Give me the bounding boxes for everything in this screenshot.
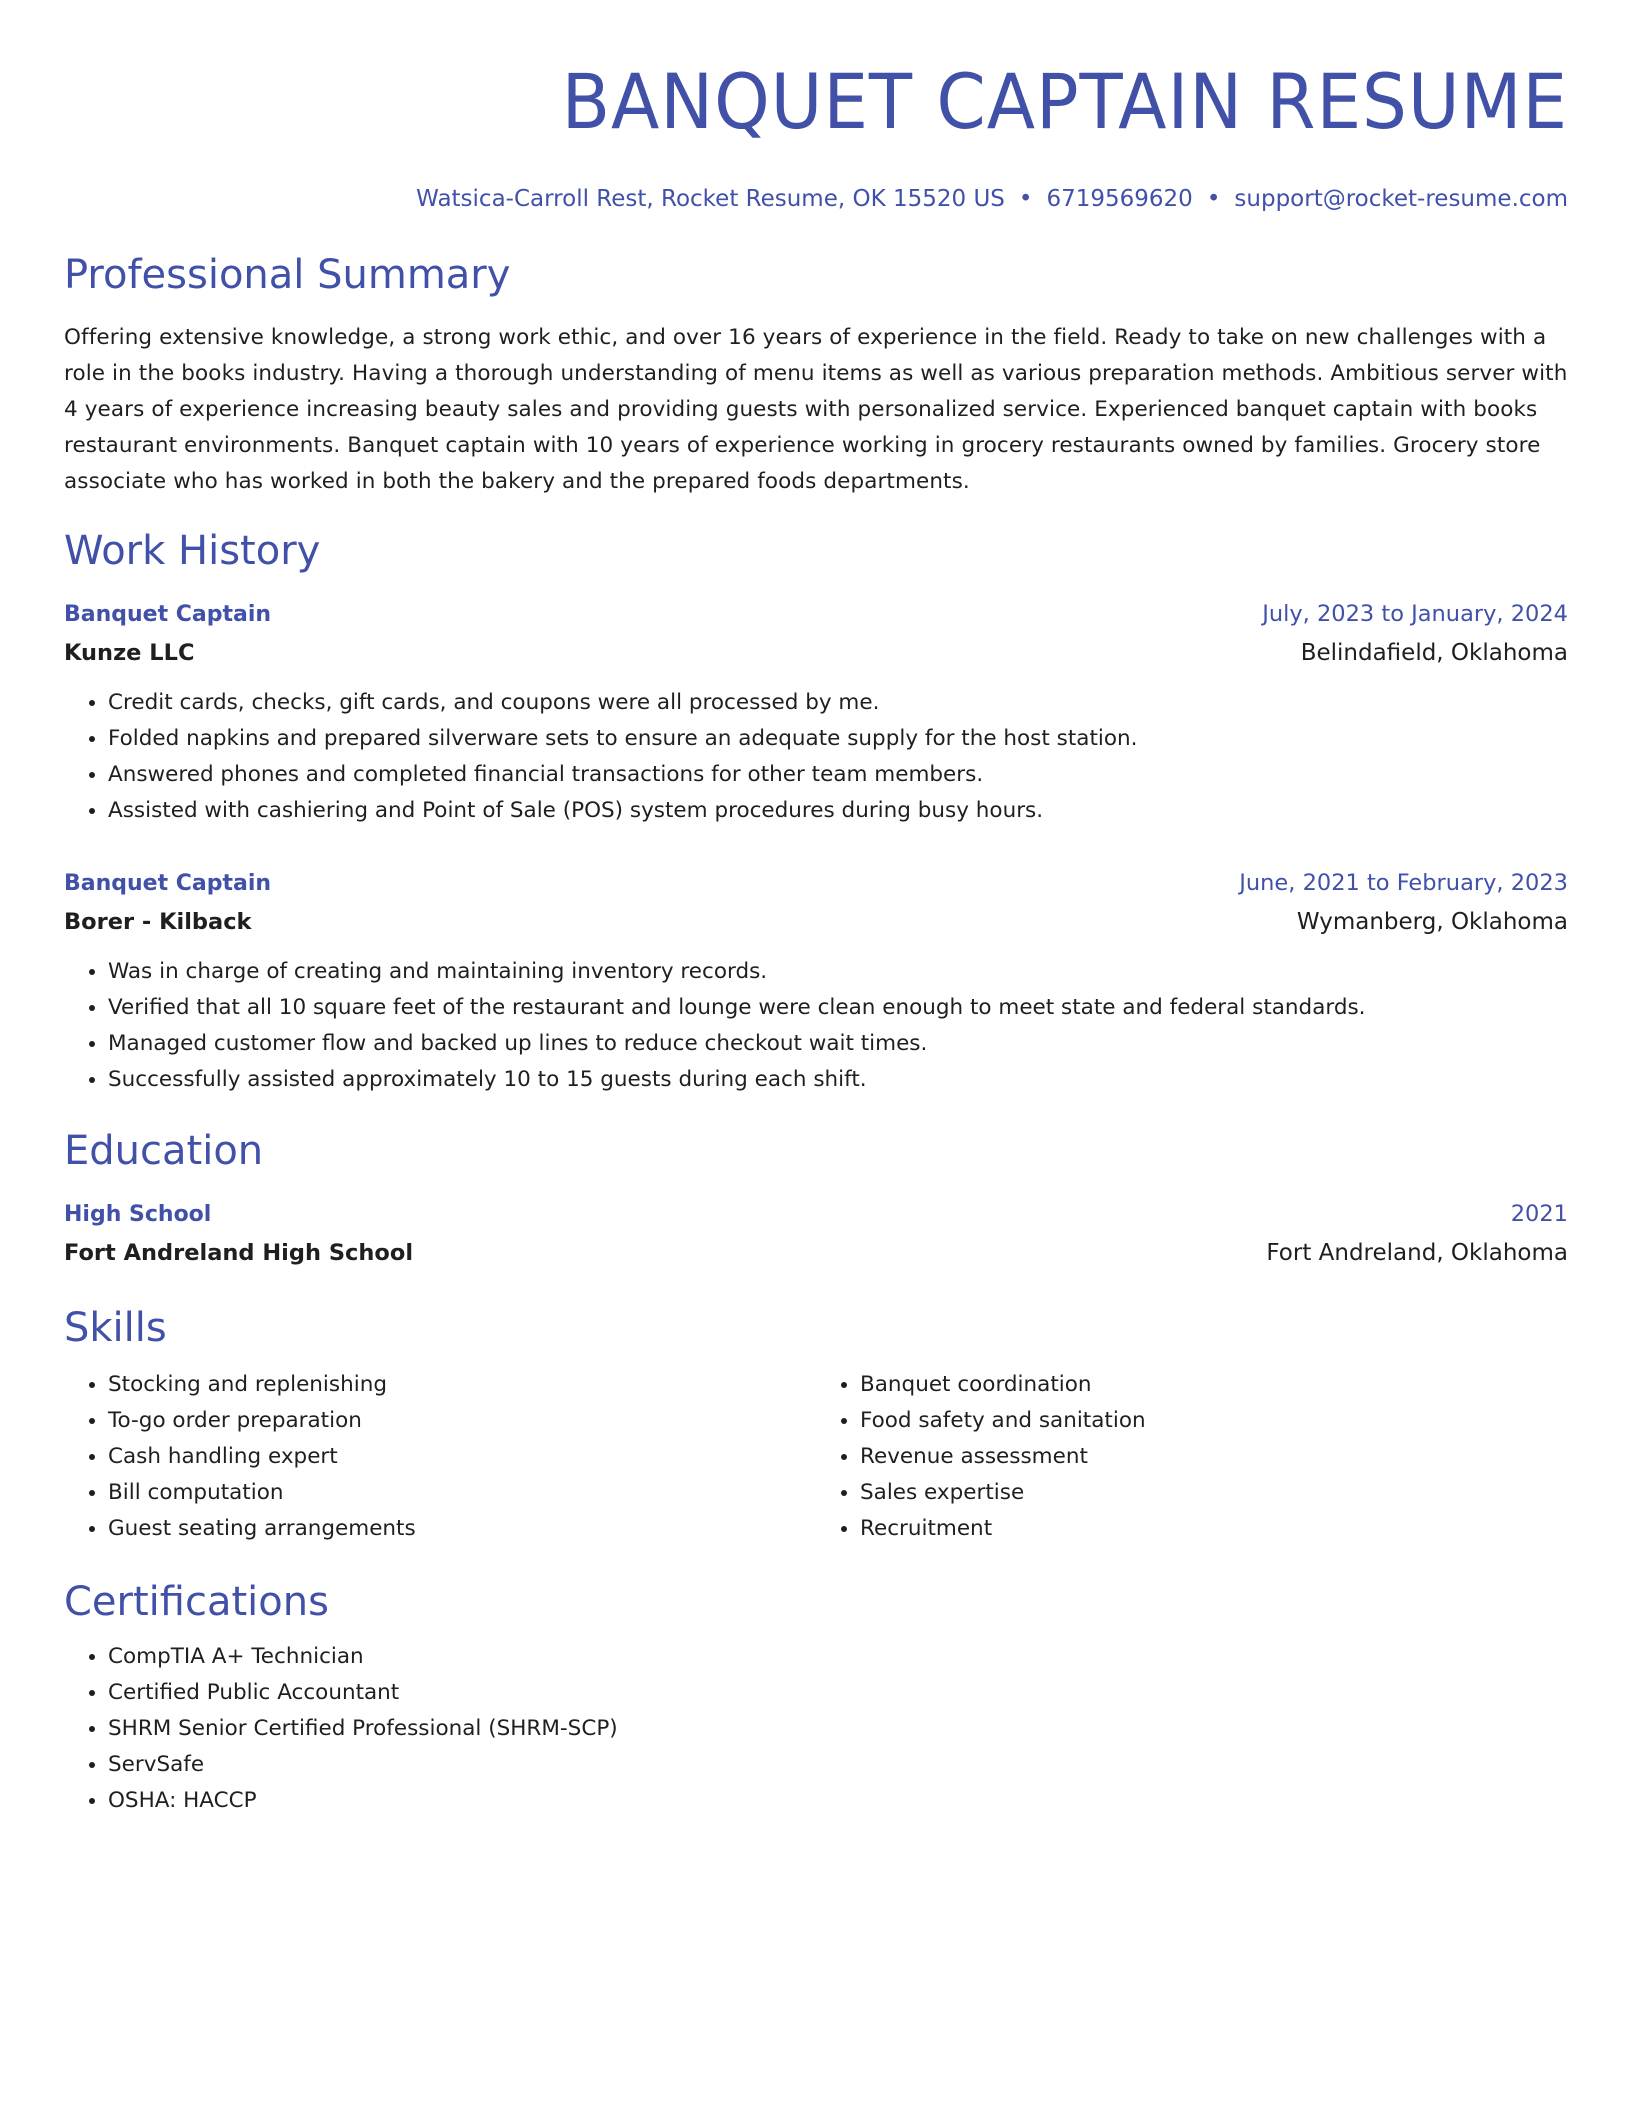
job-bullets [64, 954, 1568, 1098]
job-entry [64, 865, 1568, 1098]
education-year: 2021 [1510, 1201, 1568, 1227]
education-degree: High School [64, 1202, 212, 1227]
job-role: Banquet Captain [64, 602, 272, 627]
skill-item: • Sales expertise [860, 1475, 1568, 1511]
certification-item: • SHRM Senior Certified Professional (SHRM-SCP) [108, 1711, 1568, 1747]
list-item: • Successfully assisted approximately 10 to 15 guests during each shift. [108, 1062, 1568, 1098]
certifications-list [64, 1639, 1568, 1819]
summary-text: Offering extensive knowledge, a strong work ethic, and over 16 years of experience in the field. Ready to take on new challenges with a role in the books industry. Having a thorough understanding of menu items as well as various preparation methods. Ambitious server with 4 years of experience increasing beauty sales and providing guests with personalized service. Experienced banquet captain with books restaurant environments. Banquet captain with 10 years of experience working in grocery restaurants owned by families. Grocery store associate who has worked in both the bakery and the prepared foods departments. [64, 325, 1568, 494]
certification-item: • ServSafe [108, 1747, 1568, 1783]
skill-item: • Banquet coordination [860, 1367, 1568, 1403]
job-entry [64, 596, 1568, 829]
skill-item: • Guest seating arrangements [108, 1511, 816, 1547]
skill-item: • Cash handling expert [108, 1439, 816, 1475]
job-role: Banquet Captain [64, 871, 272, 896]
job-dates: July, 2023 to January, 2024 [1262, 601, 1568, 627]
list-item: • Verified that all 10 square feet of the restaurant and lounge were clean enough to meet state and federal standards. [108, 990, 1568, 1026]
education-location: Fort Andreland, Oklahoma [1266, 1240, 1568, 1266]
job-bullets [64, 685, 1568, 829]
list-item: • Credit cards, checks, gift cards, and coupons were all processed by me. [108, 685, 1568, 721]
list-item: • Folded napkins and prepared silverware sets to ensure an adequate supply for the host station. [108, 721, 1568, 757]
skill-item: • To-go order preparation [108, 1403, 816, 1439]
skills-list-left [64, 1367, 816, 1547]
skills-heading: Skills [64, 1305, 167, 1351]
education-entry [64, 1196, 1568, 1273]
job-company: Borer - Kilback [64, 909, 252, 935]
separator-dot: • [1018, 186, 1033, 212]
contact-address: Watsica-Carroll Rest, Rocket Resume, OK 15520 US [416, 186, 1005, 212]
job-location: Belindafield, Oklahoma [1300, 640, 1568, 666]
job-company: Kunze LLC [64, 640, 195, 666]
work-history-heading: Work History [64, 528, 321, 574]
list-item: • Managed customer flow and backed up lines to reduce checkout wait times. [108, 1026, 1568, 1062]
skill-item: • Stocking and replenishing [108, 1367, 816, 1403]
skill-item: • Food safety and sanitation [860, 1403, 1568, 1439]
certification-item: • CompTIA A+ Technician [108, 1639, 1568, 1675]
certification-item: • OSHA: HACCP [108, 1783, 1568, 1819]
contact-phone: 6719569620 [1046, 186, 1193, 212]
job-dates: June, 2021 to February, 2023 [1239, 870, 1568, 896]
certification-item: • Certified Public Accountant [108, 1675, 1568, 1711]
job-location: Wymanberg, Oklahoma [1296, 909, 1568, 935]
list-item: • Was in charge of creating and maintaining inventory records. [108, 954, 1568, 990]
list-item: • Answered phones and completed financial transactions for other team members. [108, 757, 1568, 793]
contact-email[interactable]: support@rocket-resume.com [1234, 186, 1568, 212]
skill-item: • Recruitment [860, 1511, 1568, 1547]
education-school: Fort Andreland High School [64, 1240, 414, 1266]
list-item: • Assisted with cashiering and Point of Sale (POS) system procedures during busy hours. [108, 793, 1568, 829]
skill-item: • Bill computation [108, 1475, 816, 1511]
summary-heading: Professional Summary [64, 252, 511, 298]
contact-line [64, 182, 1568, 216]
education-heading: Education [64, 1128, 264, 1174]
skills-columns [64, 1367, 1568, 1547]
skills-list-right [816, 1367, 1568, 1547]
separator-dot: • [1206, 186, 1221, 212]
resume-title: BANQUET CAPTAIN RESUME [561, 57, 1568, 146]
skill-item: • Revenue assessment [860, 1439, 1568, 1475]
certifications-heading: Certifications [64, 1579, 329, 1625]
